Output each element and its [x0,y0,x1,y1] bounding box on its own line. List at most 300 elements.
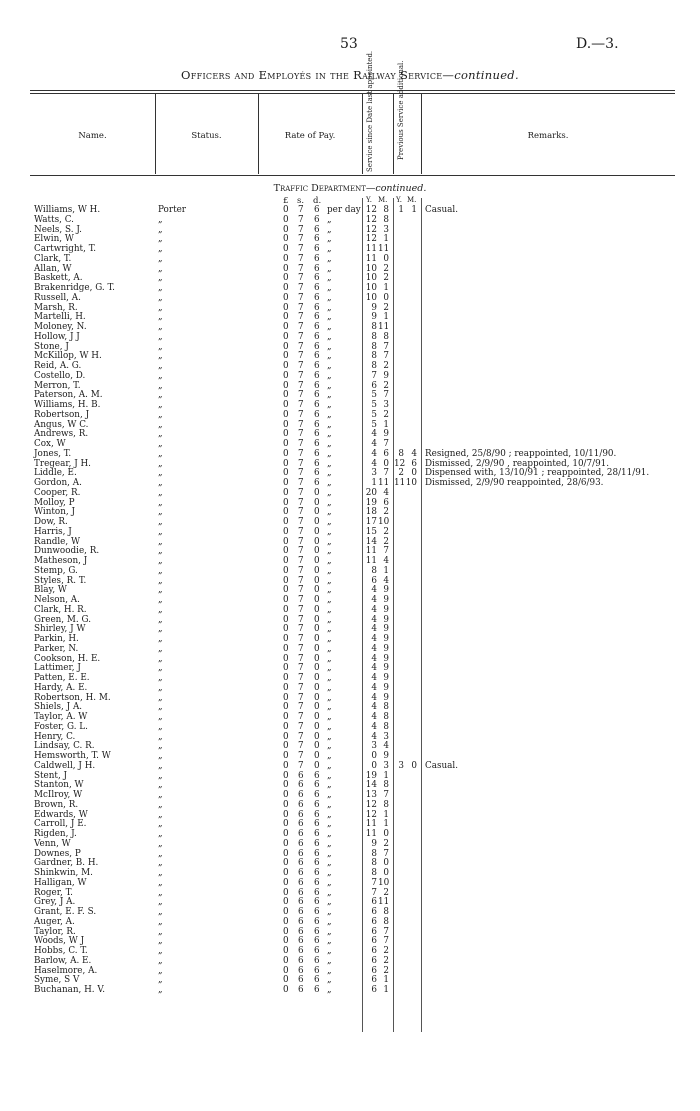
pay-shillings: 7 [298,351,304,362]
previous-months: 1 [411,205,417,215]
service-years: 4 [371,721,377,732]
pay-shillings: 7 [298,292,304,303]
employee-name: Buchanan, H. V. [34,985,106,995]
pay-pence: 6 [314,370,320,381]
pay-pence: 6 [314,858,320,869]
employee-name: Clark, T. [34,253,72,264]
service-months: 9 [383,751,389,761]
pay-unit: „ [327,331,332,342]
employee-name: Martelli, H. [34,312,86,323]
pay-unit: „ [327,682,332,693]
pay-shillings: 7 [298,760,304,771]
pay-pounds: 0 [283,390,289,401]
service-years: 8 [371,351,377,362]
employee-name: Randle, W [34,536,81,547]
pay-unit: „ [327,692,332,703]
employee-name: Lattimer, J [34,663,81,674]
pay-pence: 6 [314,351,320,362]
pay-unit: „ [327,809,332,820]
pay-pounds: 0 [283,283,289,293]
table-row [0,596,700,606]
pay-pence: 6 [314,283,320,293]
employee-status: „ [158,721,163,732]
table-row [0,606,700,616]
remarks: Casual. [425,205,459,215]
pay-pounds: 0 [283,702,289,713]
service-months: 1 [383,975,389,986]
employee-status: „ [158,604,163,615]
pay-unit: „ [327,546,332,557]
unit-pounds: £ [283,196,289,206]
table-row [0,479,700,489]
pay-pence: 6 [314,322,320,332]
table-row [0,869,700,879]
service-months: 1 [383,819,389,830]
pay-pounds: 0 [283,546,289,557]
unit-shillings: s. [297,196,305,206]
pay-shillings: 7 [298,536,304,547]
pay-pence: 0 [314,673,320,683]
title-continued: continued. [454,68,519,82]
pay-shillings: 6 [298,819,304,830]
service-months: 2 [383,536,389,547]
pay-pounds: 0 [283,946,289,956]
table-row [0,733,700,743]
pay-pounds: 0 [283,429,289,440]
table-row [0,937,700,947]
pay-shillings: 7 [298,312,304,323]
service-months: 7 [383,790,389,800]
employee-name: Clark, H. R. [34,604,87,615]
pay-pounds: 0 [283,682,289,693]
header-bottom-rule [30,175,675,176]
employee-status: „ [158,760,163,771]
service-years: 6 [371,985,377,995]
pay-pence: 0 [314,731,320,742]
pay-shillings: 7 [298,263,304,274]
service-years: 7 [371,370,377,381]
pay-pence: 0 [314,536,320,547]
pay-shillings: 7 [298,253,304,264]
pay-unit: „ [327,595,332,605]
service-months: 2 [383,965,389,976]
header-name: Name. [78,131,107,141]
pay-unit: „ [327,702,332,713]
service-months: 7 [383,439,389,449]
pay-pounds: 0 [283,858,289,869]
employee-status: „ [158,224,163,235]
pay-unit: „ [327,244,332,254]
employee-status: „ [158,624,163,635]
employee-name: Elwin, W [34,234,74,245]
pay-pence: 6 [314,253,320,264]
pay-unit: „ [327,507,332,518]
pay-shillings: 6 [298,907,304,917]
employee-status: „ [158,478,163,488]
employee-name: Nelson, A. [34,595,80,605]
pay-pence: 6 [314,234,320,245]
table-row [0,586,700,596]
employee-status: „ [158,692,163,703]
table-row [0,889,700,899]
previous-months: 10 [405,478,417,488]
service-months: 10 [378,517,390,527]
pay-pounds: 0 [283,439,289,449]
pay-pounds: 0 [283,838,289,849]
table-row [0,850,700,860]
service-years: 8 [371,341,377,352]
pay-pounds: 0 [283,760,289,771]
table-row [0,323,700,333]
pay-unit: „ [327,926,332,937]
service-months: 6 [383,497,389,508]
pay-shillings: 7 [298,624,304,635]
service-months: 9 [383,692,389,703]
pay-shillings: 7 [298,604,304,615]
employee-status: „ [158,370,163,381]
employee-name: Merron, T. [34,380,81,391]
pay-shillings: 7 [298,497,304,508]
service-years: 4 [371,595,377,605]
table-row [0,489,700,499]
pay-pounds: 0 [283,419,289,430]
service-years: 11 [365,556,377,566]
employee-name: Shinkwin, M. [34,868,93,878]
pay-pounds: 0 [283,819,289,830]
pay-shillings: 6 [298,877,304,888]
pay-pounds: 0 [283,731,289,742]
employee-status: „ [158,244,163,254]
pay-shillings: 6 [298,809,304,820]
pay-pounds: 0 [283,790,289,800]
pay-shillings: 6 [298,897,304,908]
pay-pence: 0 [314,575,320,586]
employee-status: „ [158,497,163,508]
service-months: 0 [383,253,389,264]
service-months: 7 [383,390,389,401]
pay-shillings: 7 [298,721,304,732]
pay-shillings: 7 [298,565,304,576]
pay-pence: 0 [314,634,320,644]
service-months: 7 [383,926,389,937]
employee-name: Williams, H. B. [34,400,101,410]
employee-name: Gordon, A. [34,478,82,488]
pay-pounds: 0 [283,273,289,284]
table-row [0,245,700,255]
pay-pence: 6 [314,868,320,878]
pay-shillings: 7 [298,419,304,430]
service-months: 1 [383,809,389,820]
pay-pounds: 0 [283,575,289,586]
pay-pence: 6 [314,975,320,986]
service-months: 9 [383,370,389,381]
service-years: 9 [371,312,377,323]
pay-shillings: 6 [298,838,304,849]
pay-pence: 0 [314,595,320,605]
pay-shillings: 7 [298,585,304,596]
service-months: 7 [383,546,389,557]
pay-unit: „ [327,897,332,908]
pay-pounds: 0 [283,370,289,381]
pay-pounds: 0 [283,985,289,995]
employee-status: „ [158,361,163,371]
pay-pence: 0 [314,556,320,566]
employee-status: „ [158,673,163,683]
service-months: 4 [383,556,389,566]
employee-status: „ [158,234,163,245]
employee-status: „ [158,526,163,537]
service-years: 12 [365,205,377,215]
pay-shillings: 7 [298,526,304,537]
remarks: Dismissed, 2/9/90 reappointed, 28/6/93. [425,478,604,488]
table-row [0,664,700,674]
employee-name: Hollow, J J [34,331,80,342]
employee-name: Cooper, R. [34,487,81,498]
employee-status: „ [158,283,163,293]
service-years: 3 [371,741,377,752]
pay-pounds: 0 [283,556,289,566]
pay-shillings: 7 [298,234,304,245]
employee-status: „ [158,858,163,869]
employee-status: „ [158,926,163,937]
pay-pence: 6 [314,955,320,966]
pay-pounds: 0 [283,751,289,761]
employee-status: „ [158,887,163,898]
pay-pence: 6 [314,965,320,976]
pay-pence: 6 [314,946,320,956]
employee-name: Venn, W [34,838,71,849]
service-months: 9 [383,429,389,440]
employee-status: „ [158,273,163,284]
pay-pounds: 0 [283,361,289,371]
service-years: 8 [371,868,377,878]
service-years: 4 [371,614,377,625]
employee-status: „ [158,351,163,362]
pay-shillings: 7 [298,331,304,342]
pay-pounds: 0 [283,887,289,898]
employee-name: Stent, J [34,770,68,781]
pay-pounds: 0 [283,292,289,303]
employee-status: „ [158,487,163,498]
pay-unit: „ [327,741,332,752]
employee-name: Dow, R. [34,517,68,527]
service-months: 3 [383,224,389,235]
service-months: 8 [383,799,389,810]
pay-unit: „ [327,643,332,654]
pay-pounds: 0 [283,604,289,615]
pay-pounds: 0 [283,663,289,674]
table-row [0,333,700,343]
pay-unit: „ [327,780,332,791]
service-years: 19 [365,497,377,508]
pay-shillings: 7 [298,643,304,654]
pay-unit: „ [327,263,332,274]
service-years: 4 [371,585,377,596]
header-top-rule-double [30,93,675,94]
service-months: 8 [383,214,389,225]
employee-name: Taylor, R. [34,926,76,937]
unit-months-previous: M. [407,196,417,204]
pay-unit: „ [327,526,332,537]
service-months: 3 [383,731,389,742]
pay-shillings: 7 [298,487,304,498]
pay-pounds: 0 [283,253,289,264]
pay-shillings: 7 [298,507,304,518]
employee-status: „ [158,946,163,956]
pay-pence: 0 [314,760,320,771]
pay-pence: 0 [314,624,320,635]
table-row [0,391,700,401]
employee-name: Syme, S V [34,975,80,986]
pay-unit: „ [327,517,332,527]
employee-name: Marsh, R. [34,302,78,313]
pay-unit: „ [327,390,332,401]
table-row [0,840,700,850]
pay-pence: 6 [314,380,320,391]
pay-unit: „ [327,400,332,410]
service-years: 19 [365,770,377,781]
service-years: 18 [365,507,377,518]
pay-pence: 6 [314,273,320,284]
table-row [0,703,700,713]
pay-pounds: 0 [283,585,289,596]
pay-shillings: 7 [298,556,304,566]
service-months: 11 [378,897,390,908]
pay-unit: „ [327,224,332,235]
employee-status: „ [158,936,163,947]
table-row [0,898,700,908]
table-row [0,206,700,216]
service-months: 9 [383,624,389,635]
employee-name: McKillop, W H. [34,351,102,362]
service-months: 11 [378,322,390,332]
pay-pence: 0 [314,702,320,713]
service-months: 1 [383,234,389,245]
service-months: 9 [383,653,389,664]
employee-name: Styles, R. T. [34,575,87,586]
previous-years: 2 [398,468,404,479]
employee-name: Stemp, G. [34,565,78,576]
service-months: 2 [383,273,389,284]
pay-pounds: 0 [283,770,289,781]
section-title [0,183,700,194]
employee-status: „ [158,439,163,449]
pay-pence: 0 [314,682,320,693]
pay-pounds: 0 [283,351,289,362]
pay-unit: „ [327,799,332,810]
employee-status: „ [158,263,163,274]
employee-status: Porter [158,205,187,215]
employee-name: Williams, W H. [34,205,101,215]
previous-years: 11 [394,478,406,488]
employee-status: „ [158,819,163,830]
pay-pence: 0 [314,604,320,615]
pay-unit: „ [327,731,332,742]
employee-status: „ [158,877,163,888]
service-years: 20 [365,487,377,498]
employee-name: Stanton, W [34,780,84,791]
service-years: 4 [371,702,377,713]
table-row [0,635,700,645]
employee-status: „ [158,770,163,781]
pay-unit: „ [327,341,332,352]
service-years: 9 [371,838,377,849]
pay-pence: 6 [314,448,320,459]
table-row [0,957,700,967]
employee-name: Hardy, A. E. [34,682,88,693]
pay-unit: „ [327,380,332,391]
pay-pence: 6 [314,429,320,440]
service-months: 2 [383,409,389,420]
employee-name: Hobbs, C. T. [34,946,88,956]
employee-status: „ [158,848,163,859]
service-years: 6 [371,975,377,986]
remarks: Casual. [425,760,459,771]
service-years: 4 [371,429,377,440]
pay-unit: „ [327,624,332,635]
pay-shillings: 7 [298,692,304,703]
service-years: 7 [371,887,377,898]
pay-shillings: 7 [298,380,304,391]
service-months: 2 [383,955,389,966]
service-years: 6 [371,380,377,391]
pay-pounds: 0 [283,653,289,664]
pay-shillings: 7 [298,702,304,713]
service-years: 4 [371,624,377,635]
pay-pounds: 0 [283,478,289,488]
service-years: 4 [371,448,377,459]
pay-pence: 6 [314,887,320,898]
table-row [0,879,700,889]
pay-pence: 6 [314,419,320,430]
pay-pence: 6 [314,244,320,254]
pay-pence: 6 [314,478,320,488]
unit-pence: d. [313,196,322,206]
employee-status: „ [158,653,163,664]
service-years: 12 [365,224,377,235]
service-months: 4 [383,575,389,586]
employee-status: „ [158,780,163,791]
service-months: 11 [378,478,390,488]
table-row [0,538,700,548]
pay-shillings: 7 [298,751,304,761]
header-previous-service: Previous Service additional. [397,60,405,160]
pay-pounds: 0 [283,565,289,576]
employee-name: Cartwright, T. [34,244,97,254]
service-months: 10 [378,877,390,888]
pay-pounds: 0 [283,975,289,986]
pay-unit: „ [327,429,332,440]
pay-shillings: 7 [298,390,304,401]
service-months: 8 [383,780,389,791]
pay-unit: „ [327,214,332,225]
pay-unit: „ [327,975,332,986]
employee-status: „ [158,907,163,917]
pay-pounds: 0 [283,468,289,479]
service-years: 4 [371,634,377,644]
pay-shillings: 7 [298,448,304,459]
pay-pounds: 0 [283,409,289,420]
table-row [0,830,700,840]
service-months: 7 [383,351,389,362]
service-months: 1 [383,283,389,293]
table-row [0,694,700,704]
pay-unit: „ [327,653,332,664]
employee-status: „ [158,975,163,986]
service-years: 8 [371,565,377,576]
employee-name: Downes, P [34,848,81,859]
pay-shillings: 7 [298,468,304,479]
